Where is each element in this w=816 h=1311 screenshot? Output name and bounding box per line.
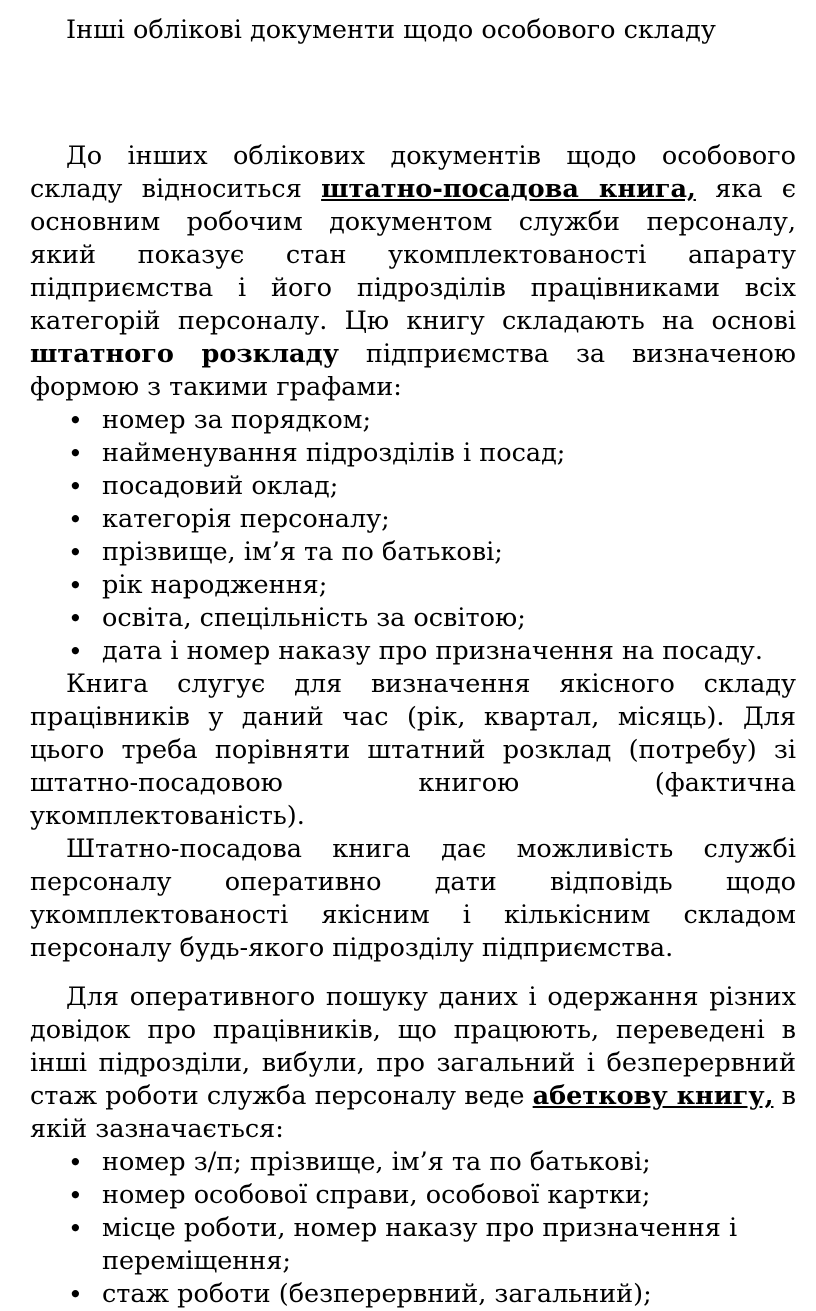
list-item-text: посадовий оклад; bbox=[102, 471, 339, 501]
list-item-text: найменування підрозділів і посад; bbox=[102, 438, 566, 468]
list-item bbox=[30, 1146, 796, 1179]
list-item-text: номер особової справи, особової картки; bbox=[102, 1180, 651, 1210]
paragraph-capability: Штатно-посадова книга дає можливість службі персоналу оперативно дати відповідь щодо укомплектованості якісним і кількісним складом персоналу будь-якого підрозділу підприємства. bbox=[30, 834, 796, 963]
paragraph-purpose: Книга слугує для визначення якісного складу працівників у даний час (рік, квартал, місяць). Для цього треба порівняти штатний розклад (потребу) зі штатно-посадовою книгою (фактична укомплектованість). bbox=[30, 669, 796, 831]
bullet-icon: • bbox=[68, 1148, 83, 1177]
list-item-text: рік народження; bbox=[102, 570, 328, 600]
bullet-icon: • bbox=[68, 1181, 83, 1210]
bullet-icon: • bbox=[68, 571, 83, 600]
list-item bbox=[30, 569, 796, 602]
list-item bbox=[30, 437, 796, 470]
document-body bbox=[30, 140, 796, 1311]
list-item-text: місце роботи, номер наказу про призначення і переміщення; bbox=[102, 1213, 738, 1276]
list-item bbox=[30, 536, 796, 569]
list-item-text: номер з/п; прізвище, ім’я та по батькові; bbox=[102, 1147, 651, 1177]
paragraph-alphabet-book bbox=[30, 981, 796, 1146]
page-title: Інші облікові документи щодо особового складу bbox=[66, 15, 716, 45]
list-item bbox=[30, 470, 796, 503]
list-item-text: освіта, спецільність за освітою; bbox=[102, 603, 526, 633]
bullet-icon: • bbox=[68, 1280, 83, 1309]
list-item bbox=[30, 602, 796, 635]
text-span: в якій зазначається: bbox=[30, 1081, 797, 1144]
list-item bbox=[30, 1212, 796, 1278]
list-item bbox=[30, 1278, 796, 1311]
bullet-icon: • bbox=[68, 505, 83, 534]
bullet-icon: • bbox=[68, 538, 83, 567]
term-alphabet-book: абеткову книгу, bbox=[532, 1081, 774, 1111]
term-staff-book: штатно-посадова книга, bbox=[321, 174, 696, 204]
text-span: До інших облікових документів щодо особового складу відноситься bbox=[30, 141, 796, 204]
bullet-icon: • bbox=[68, 439, 83, 468]
list-item-text: дата і номер наказу про призначення на посаду. bbox=[102, 636, 763, 666]
paragraph-intro bbox=[30, 140, 796, 404]
bullet-icon: • bbox=[68, 604, 83, 633]
list-item-text: стаж роботи (безперервний, загальний); bbox=[102, 1279, 652, 1309]
list-item-text: номер за порядком; bbox=[102, 405, 372, 435]
list-item bbox=[30, 404, 796, 437]
list-item bbox=[30, 1179, 796, 1212]
list-item-text: категорія персоналу; bbox=[102, 504, 390, 534]
text-span: підприємства за визначеною формою з такими графами: bbox=[30, 339, 796, 402]
bullet-icon: • bbox=[68, 406, 83, 435]
text-span: Для оперативного пошуку даних і одержання різних довідок про працівників, що працюють, переведені в інші підрозділи, вибули, про загальний і безперервний стаж роботи служба персоналу веде bbox=[30, 982, 796, 1111]
list-item bbox=[30, 503, 796, 536]
term-staff-schedule: штатного розкладу bbox=[30, 339, 339, 369]
text-span: яка є основним робочим документом служби персоналу, який показує стан укомплектованості апарату підприємства і його підрозділів працівниками всіх категорій персоналу. Цю книгу складають на основі bbox=[30, 174, 796, 336]
columns-list bbox=[30, 404, 796, 668]
bullet-icon: • bbox=[68, 472, 83, 501]
list-item-text: прізвище, ім’я та по батькові; bbox=[102, 537, 503, 567]
alphabet-book-list bbox=[30, 1146, 796, 1311]
list-item bbox=[30, 635, 796, 668]
paragraph-gap bbox=[30, 965, 796, 981]
bullet-icon: • bbox=[68, 1214, 83, 1243]
bullet-icon: • bbox=[68, 637, 83, 666]
